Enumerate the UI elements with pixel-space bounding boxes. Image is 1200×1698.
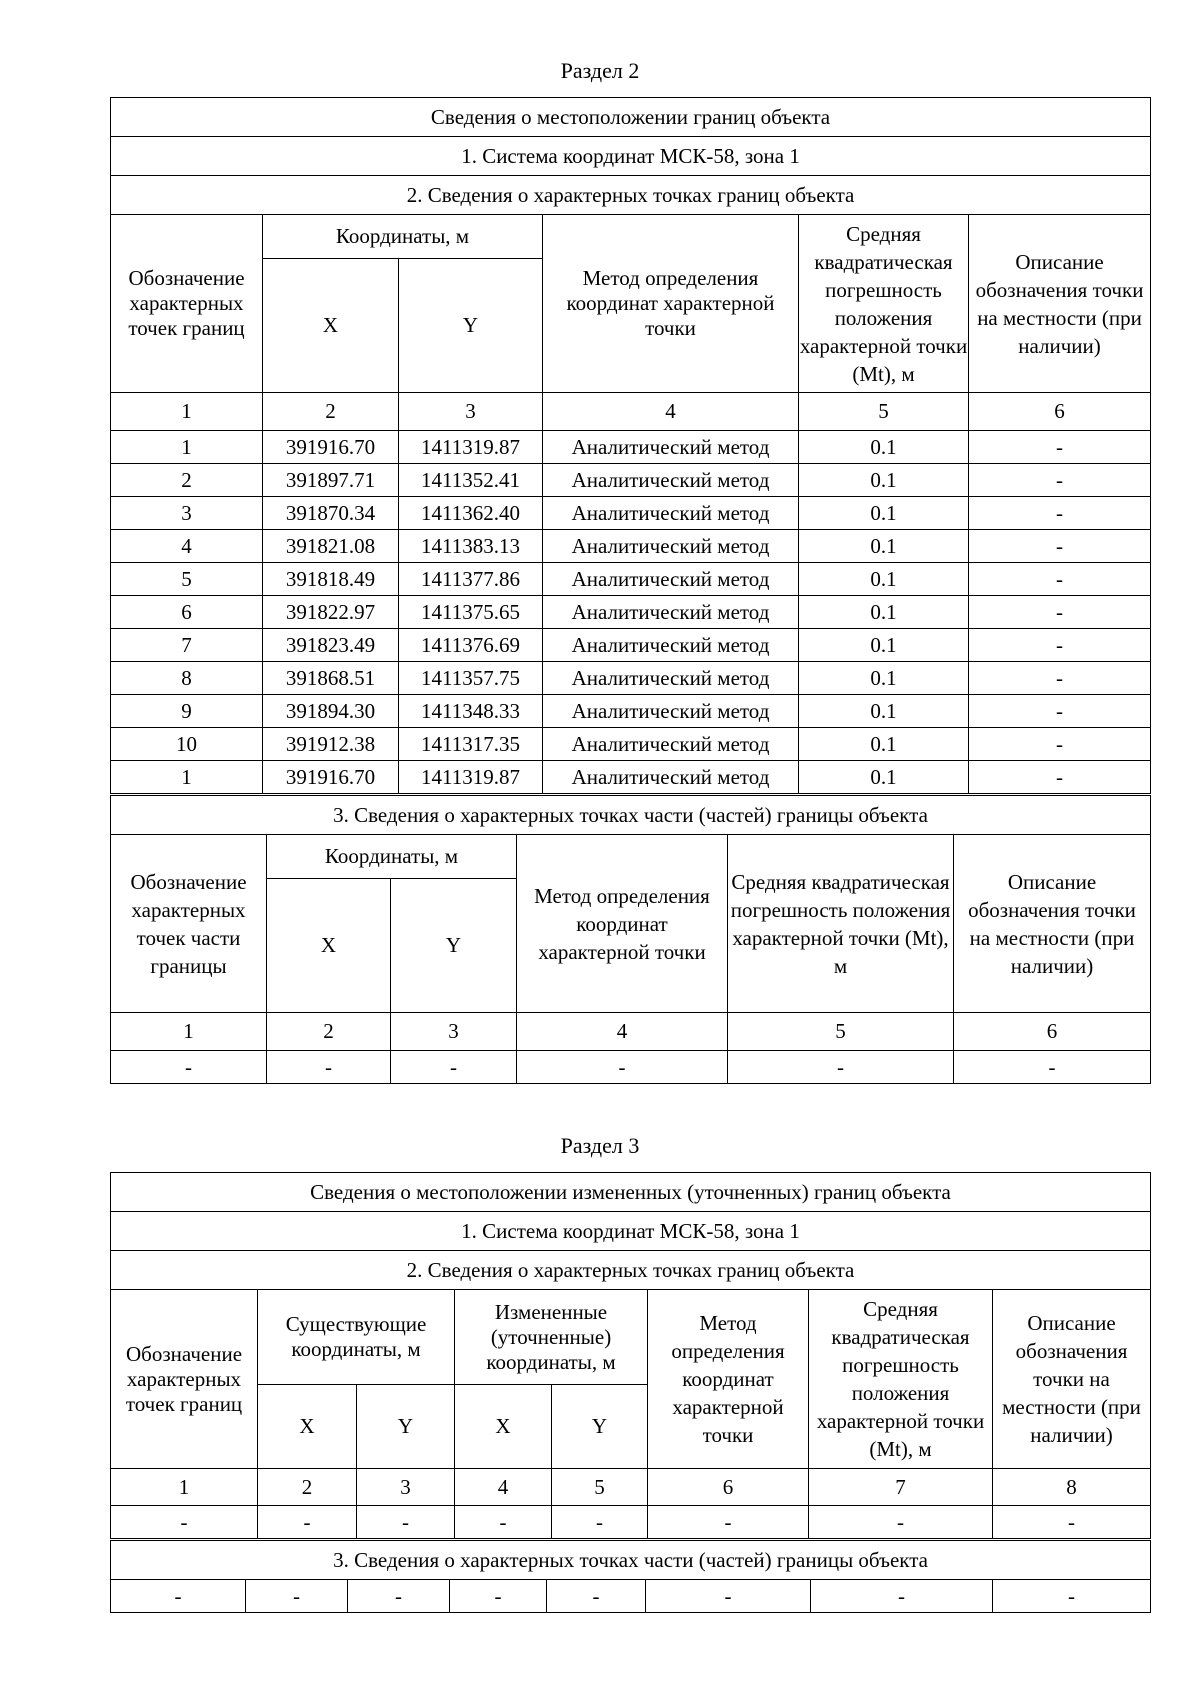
table-cell: - [267, 1051, 391, 1084]
col-description-header: Описание обозначения точки на местности (при наличии) [969, 215, 1151, 393]
section3-points-title: 2. Сведения о характерных точках границ объекта [111, 1251, 1151, 1290]
point-id: 10 [111, 728, 263, 761]
table-row [111, 563, 1151, 596]
coord-y: 1411383.13 [399, 530, 543, 563]
coord-y: 1411317.35 [399, 728, 543, 761]
method: Аналитический метод [543, 563, 799, 596]
table-row [111, 662, 1151, 695]
table-cell: - [547, 1580, 646, 1613]
col-number: 1 [111, 1469, 258, 1506]
point-id: 1 [111, 761, 263, 794]
part-col-designation-header: Обозначение характерных точек части границы [111, 835, 267, 1013]
coord-y: 1411377.86 [399, 563, 543, 596]
description: - [969, 728, 1151, 761]
table-cell: - [993, 1580, 1151, 1613]
point-id: 1 [111, 431, 263, 464]
s3-col-designation-header: Обозначение характерных точек границ [111, 1290, 258, 1469]
method: Аналитический метод [543, 497, 799, 530]
error: 0.1 [799, 497, 969, 530]
section2-points-title: 2. Сведения о характерных точках границ объекта [111, 176, 1151, 215]
table-row [111, 530, 1151, 563]
s3-col-method-header: Метод определения координат характерной точки [648, 1290, 809, 1469]
method: Аналитический метод [543, 662, 799, 695]
s3-col-x1-header: X [258, 1385, 357, 1469]
section2-header: Сведения о местоположении границ объекта [111, 98, 1151, 137]
col-number: 3 [357, 1469, 455, 1506]
table-cell: - [111, 1580, 246, 1613]
section3-title: Раздел 3 [560, 1133, 640, 1158]
s3-col-description-header: Описание обозначения точки на местности (при наличии) [993, 1290, 1151, 1469]
column-number-row [111, 1469, 1151, 1506]
point-id: 8 [111, 662, 263, 695]
coord-y: 1411352.41 [399, 464, 543, 497]
coord-x: 391912.38 [263, 728, 399, 761]
col-number: 4 [455, 1469, 552, 1506]
col-number: 5 [728, 1013, 954, 1051]
col-designation-header: Обозначение характерных точек границ [111, 215, 263, 393]
table-cell: - [111, 1051, 267, 1084]
error: 0.1 [799, 728, 969, 761]
error: 0.1 [799, 530, 969, 563]
method: Аналитический метод [543, 596, 799, 629]
error: 0.1 [799, 596, 969, 629]
table-cell: - [455, 1506, 552, 1539]
table-cell: - [646, 1580, 811, 1613]
col-number: 2 [263, 393, 399, 431]
method: Аналитический метод [543, 530, 799, 563]
col-number: 5 [799, 393, 969, 431]
method: Аналитический метод [543, 629, 799, 662]
s3-col-y2-header: Y [552, 1385, 648, 1469]
column-number-row [111, 393, 1151, 431]
table-cell: - [993, 1506, 1151, 1539]
table-row [111, 464, 1151, 497]
coord-y: 1411376.69 [399, 629, 543, 662]
col-number: 2 [258, 1469, 357, 1506]
description: - [969, 431, 1151, 464]
error: 0.1 [799, 431, 969, 464]
col-number: 8 [993, 1469, 1151, 1506]
section3-coord-system: 1. Система координат МСК-58, зона 1 [111, 1212, 1151, 1251]
table-cell: - [111, 1506, 258, 1539]
col-y-header: Y [399, 259, 543, 393]
method: Аналитический метод [543, 728, 799, 761]
table-cell: - [357, 1506, 455, 1539]
error: 0.1 [799, 695, 969, 728]
s3-col-existing-header: Существующие координаты, м [258, 1290, 455, 1385]
part-col-description-header: Описание обозначения точки на местности (при наличии) [954, 835, 1151, 1013]
table-row [111, 629, 1151, 662]
coord-x: 391818.49 [263, 563, 399, 596]
coord-x: 391916.70 [263, 431, 399, 464]
error: 0.1 [799, 662, 969, 695]
col-number: 1 [111, 1013, 267, 1051]
col-number: 2 [267, 1013, 391, 1051]
table-cell: - [552, 1506, 648, 1539]
col-number: 3 [399, 393, 543, 431]
s3-col-x2-header: X [455, 1385, 552, 1469]
col-method-header: Метод определения координат характерной точки [543, 215, 799, 393]
s3-col-y1-header: Y [357, 1385, 455, 1469]
table-cell: - [809, 1506, 993, 1539]
coord-x: 391916.70 [263, 761, 399, 794]
point-id: 7 [111, 629, 263, 662]
col-error-header: Средняя квадратическая погрешность положения характерной точки (Mt), м [799, 215, 969, 393]
table-cell: - [648, 1506, 809, 1539]
point-id: 3 [111, 497, 263, 530]
description: - [969, 596, 1151, 629]
col-coords-header: Координаты, м [263, 215, 543, 259]
col-number: 1 [111, 393, 263, 431]
col-number: 6 [954, 1013, 1151, 1051]
section2-title: Раздел 2 [560, 58, 640, 83]
part-col-method-header: Метод определения координат характерной точки [517, 835, 728, 1013]
table-row [111, 1051, 1151, 1084]
part-col-y-header: Y [391, 879, 517, 1013]
table-row [111, 728, 1151, 761]
description: - [969, 530, 1151, 563]
table-row [111, 695, 1151, 728]
table-row [111, 761, 1151, 794]
col-number: 6 [969, 393, 1151, 431]
table-cell: - [811, 1580, 993, 1613]
col-number: 7 [809, 1469, 993, 1506]
section2-coord-system: 1. Система координат МСК-58, зона 1 [111, 137, 1151, 176]
error: 0.1 [799, 761, 969, 794]
col-number: 4 [543, 393, 799, 431]
table-cell: - [728, 1051, 954, 1084]
coord-y: 1411319.87 [399, 431, 543, 464]
table-row [111, 1506, 1151, 1539]
section3-boundary-table [110, 1172, 1151, 1539]
col-x-header: X [263, 259, 399, 393]
section3-part-table [110, 1540, 1151, 1613]
point-id: 5 [111, 563, 263, 596]
coord-x: 391894.30 [263, 695, 399, 728]
part-col-x-header: X [267, 879, 391, 1013]
s3-col-error-header: Средняя квадратическая погрешность положения характерной точки (Mt), м [809, 1290, 993, 1469]
coord-y: 1411319.87 [399, 761, 543, 794]
point-id: 4 [111, 530, 263, 563]
coord-x: 391870.34 [263, 497, 399, 530]
description: - [969, 464, 1151, 497]
description: - [969, 761, 1151, 794]
s3-col-changed-header: Измененные (уточненные) координаты, м [455, 1290, 648, 1385]
coord-x: 391822.97 [263, 596, 399, 629]
coord-y: 1411348.33 [399, 695, 543, 728]
point-id: 9 [111, 695, 263, 728]
coord-x: 391868.51 [263, 662, 399, 695]
coord-x: 391823.49 [263, 629, 399, 662]
table-row [111, 497, 1151, 530]
table-row [111, 1580, 1151, 1613]
section2-boundary-table [110, 97, 1151, 794]
table-cell: - [246, 1580, 348, 1613]
method: Аналитический метод [543, 761, 799, 794]
method: Аналитический метод [543, 464, 799, 497]
description: - [969, 695, 1151, 728]
part-col-coords-header: Координаты, м [267, 835, 517, 879]
method: Аналитический метод [543, 695, 799, 728]
point-id: 2 [111, 464, 263, 497]
description: - [969, 629, 1151, 662]
table-cell: - [517, 1051, 728, 1084]
table-cell: - [258, 1506, 357, 1539]
section2-part-table [110, 795, 1151, 1084]
col-number: 3 [391, 1013, 517, 1051]
table-row [111, 596, 1151, 629]
col-number: 4 [517, 1013, 728, 1051]
section2-part-title: 3. Сведения о характерных точках части (частей) границы объекта [111, 796, 1151, 835]
col-number: 5 [552, 1469, 648, 1506]
error: 0.1 [799, 464, 969, 497]
col-number: 6 [648, 1469, 809, 1506]
description: - [969, 497, 1151, 530]
coord-y: 1411362.40 [399, 497, 543, 530]
coord-y: 1411375.65 [399, 596, 543, 629]
section3-part-title: 3. Сведения о характерных точках части (частей) границы объекта [111, 1541, 1151, 1580]
table-cell: - [450, 1580, 547, 1613]
coord-x: 391821.08 [263, 530, 399, 563]
error: 0.1 [799, 629, 969, 662]
table-cell: - [348, 1580, 450, 1613]
column-number-row [111, 1013, 1151, 1051]
point-id: 6 [111, 596, 263, 629]
table-row [111, 431, 1151, 464]
coord-y: 1411357.75 [399, 662, 543, 695]
description: - [969, 563, 1151, 596]
coord-x: 391897.71 [263, 464, 399, 497]
part-col-error-header: Средняя квадратическая погрешность положения характерной точки (Mt), м [728, 835, 954, 1013]
method: Аналитический метод [543, 431, 799, 464]
table-cell: - [391, 1051, 517, 1084]
description: - [969, 662, 1151, 695]
error: 0.1 [799, 563, 969, 596]
table-cell: - [954, 1051, 1151, 1084]
section3-header: Сведения о местоположении измененных (уточненных) границ объекта [111, 1173, 1151, 1212]
